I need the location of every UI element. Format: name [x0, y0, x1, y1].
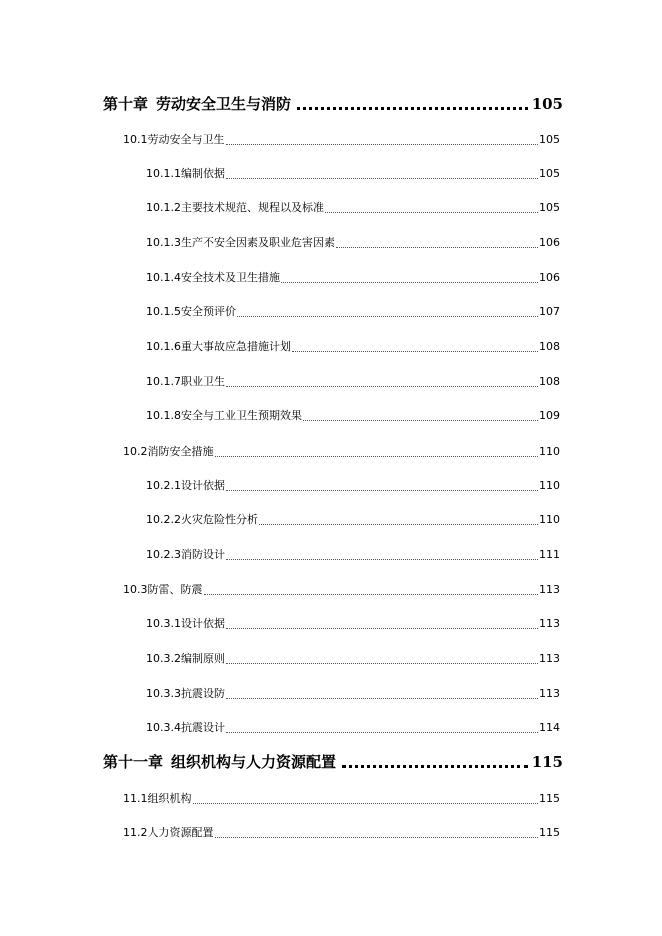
- toc-entry-number: 10.1.5: [146, 305, 181, 318]
- toc-subsection-10-1-6[interactable]: [146, 340, 560, 354]
- toc-entry-page: 107: [539, 305, 560, 318]
- dot-leader: [226, 663, 538, 664]
- toc-entry-number: 10.3: [123, 583, 148, 596]
- toc-entry-number: 第十一章: [103, 753, 164, 771]
- toc-entry-number: 11.1: [123, 792, 148, 805]
- toc-entry-title: 安全与工业卫生预期效果: [181, 409, 302, 422]
- toc-entry-number: 10.1.7: [146, 375, 181, 388]
- toc-entry-page: 113: [539, 687, 560, 700]
- toc-entry-number: 11.2: [123, 826, 148, 839]
- toc-entry-title: 组织机构: [147, 792, 192, 805]
- toc-entry-page: 110: [539, 445, 560, 458]
- toc-subsection-10-2-2[interactable]: [146, 513, 560, 527]
- toc-entry-page: 108: [539, 375, 560, 388]
- toc-entry-page: 106: [539, 236, 560, 249]
- toc-subsection-10-3-1[interactable]: [146, 617, 560, 631]
- dot-leader: [215, 456, 539, 457]
- toc-entry-number: 10.1: [123, 133, 148, 146]
- toc-subsection-10-1-3[interactable]: [146, 236, 560, 250]
- toc-entry-page: 115: [539, 792, 560, 805]
- toc-subsection-10-1-2[interactable]: [146, 201, 560, 215]
- toc-chapter-11[interactable]: [103, 752, 563, 772]
- toc-entry-number: 10.2.2: [146, 513, 181, 526]
- toc-entry-title: 生产不安全因素及职业危害因素: [181, 236, 335, 249]
- toc-subsection-10-2-1[interactable]: [146, 479, 560, 493]
- toc-entry-number: 10.2.1: [146, 479, 181, 492]
- dot-leader: [292, 351, 538, 352]
- toc-entry-title: 劳动安全卫生与消防: [156, 95, 292, 113]
- toc-entry-number: 10.3.4: [146, 721, 181, 734]
- toc-entry-title: 编制依据: [181, 167, 225, 180]
- toc-entry-page: 105: [539, 201, 560, 214]
- dot-leader: [204, 594, 539, 595]
- toc-entry-title: 组织机构与人力资源配置: [171, 753, 337, 771]
- dot-leader: [325, 212, 538, 213]
- toc-entry-page: 111: [539, 548, 560, 561]
- dot-leader: [336, 247, 538, 248]
- dot-leader: [226, 732, 538, 733]
- toc-entry-page: 105: [531, 95, 563, 113]
- toc-section-11-1[interactable]: [123, 792, 560, 806]
- toc-subsection-10-1-8[interactable]: [146, 409, 560, 423]
- toc-entry-number: 第十章: [103, 95, 149, 113]
- dot-leader: [226, 628, 538, 629]
- toc-entry-title: 火灾危险性分析: [181, 513, 258, 526]
- toc-entry-title: 安全技术及卫生措施: [181, 271, 280, 284]
- toc-entry-title: 职业卫生: [181, 375, 225, 388]
- toc-chapter-10[interactable]: [103, 94, 563, 114]
- toc-entry-number: 10.3.3: [146, 687, 181, 700]
- toc-entry-number: 10.1.2: [146, 201, 181, 214]
- dot-leader: [297, 107, 528, 110]
- toc-section-10-2[interactable]: [123, 445, 560, 459]
- dot-leader: [259, 524, 538, 525]
- toc-entry-page: 109: [539, 409, 560, 422]
- toc-entry-page: 106: [539, 271, 560, 284]
- toc-entry-page: 110: [539, 513, 560, 526]
- toc-entry-page: 114: [539, 721, 560, 734]
- toc-entry-title: 重大事故应急措施计划: [181, 340, 291, 353]
- toc-entry-title: 主要技术规范、规程以及标准: [181, 201, 324, 214]
- toc-entry-title: 防雷、防震: [147, 583, 203, 596]
- toc-entry-number: 10.3.2: [146, 652, 181, 665]
- toc-section-10-3[interactable]: [123, 583, 560, 597]
- toc-subsection-10-3-4[interactable]: [146, 721, 560, 735]
- toc-entry-page: 113: [539, 652, 560, 665]
- toc-entry-title: 设计依据: [181, 617, 225, 630]
- toc-entry-title: 抗震设防: [181, 687, 225, 700]
- toc-entry-title: 编制原则: [181, 652, 225, 665]
- dot-leader: [215, 837, 539, 838]
- toc-subsection-10-1-1[interactable]: [146, 167, 560, 181]
- dot-leader: [193, 803, 539, 804]
- toc-entry-page: 115: [531, 753, 563, 771]
- dot-leader: [226, 490, 538, 491]
- toc-entry-title: 消防安全措施: [147, 445, 214, 458]
- toc-entry-title: 人力资源配置: [147, 826, 214, 839]
- toc-entry-number: 10.1.8: [146, 409, 181, 422]
- toc-section-11-2[interactable]: [123, 826, 560, 840]
- dot-leader: [226, 386, 538, 387]
- toc-subsection-10-1-4[interactable]: [146, 271, 560, 285]
- toc-entry-page: 113: [539, 583, 560, 596]
- toc-subsection-10-1-7[interactable]: [146, 375, 560, 389]
- toc-entry-page: 108: [539, 340, 560, 353]
- toc-entry-page: 110: [539, 479, 560, 492]
- toc-entry-number: 10.3.1: [146, 617, 181, 630]
- toc-section-10-1[interactable]: [123, 133, 560, 147]
- toc-subsection-10-1-5[interactable]: [146, 305, 560, 319]
- toc-entry-title: 安全预评价: [181, 305, 236, 318]
- toc-entry-page: 105: [539, 133, 560, 146]
- toc-entry-title: 劳动安全与卫生: [147, 133, 225, 146]
- toc-entry-title: 消防设计: [181, 548, 225, 561]
- toc-entry-number: 10.1.3: [146, 236, 181, 249]
- toc-entry-title: 设计依据: [181, 479, 225, 492]
- toc-entry-page: 113: [539, 617, 560, 630]
- dot-leader: [237, 316, 538, 317]
- toc-subsection-10-3-3[interactable]: [146, 687, 560, 701]
- toc-entry-number: 10.2: [123, 445, 148, 458]
- toc-subsection-10-2-3[interactable]: [146, 548, 560, 562]
- toc-entry-number: 10.1.4: [146, 271, 181, 284]
- toc-subsection-10-3-2[interactable]: [146, 652, 560, 666]
- dot-leader: [226, 144, 539, 145]
- dot-leader: [226, 559, 538, 560]
- toc-entry-number: 10.1.1: [146, 167, 181, 180]
- toc-entry-page: 115: [539, 826, 560, 839]
- dot-leader: [342, 765, 528, 768]
- dot-leader: [226, 698, 538, 699]
- toc-entry-page: 105: [539, 167, 560, 180]
- dot-leader: [281, 282, 538, 283]
- dot-leader: [303, 420, 538, 421]
- dot-leader: [226, 178, 538, 179]
- toc-entry-number: 10.2.3: [146, 548, 181, 561]
- toc-entry-number: 10.1.6: [146, 340, 181, 353]
- toc-entry-title: 抗震设计: [181, 721, 225, 734]
